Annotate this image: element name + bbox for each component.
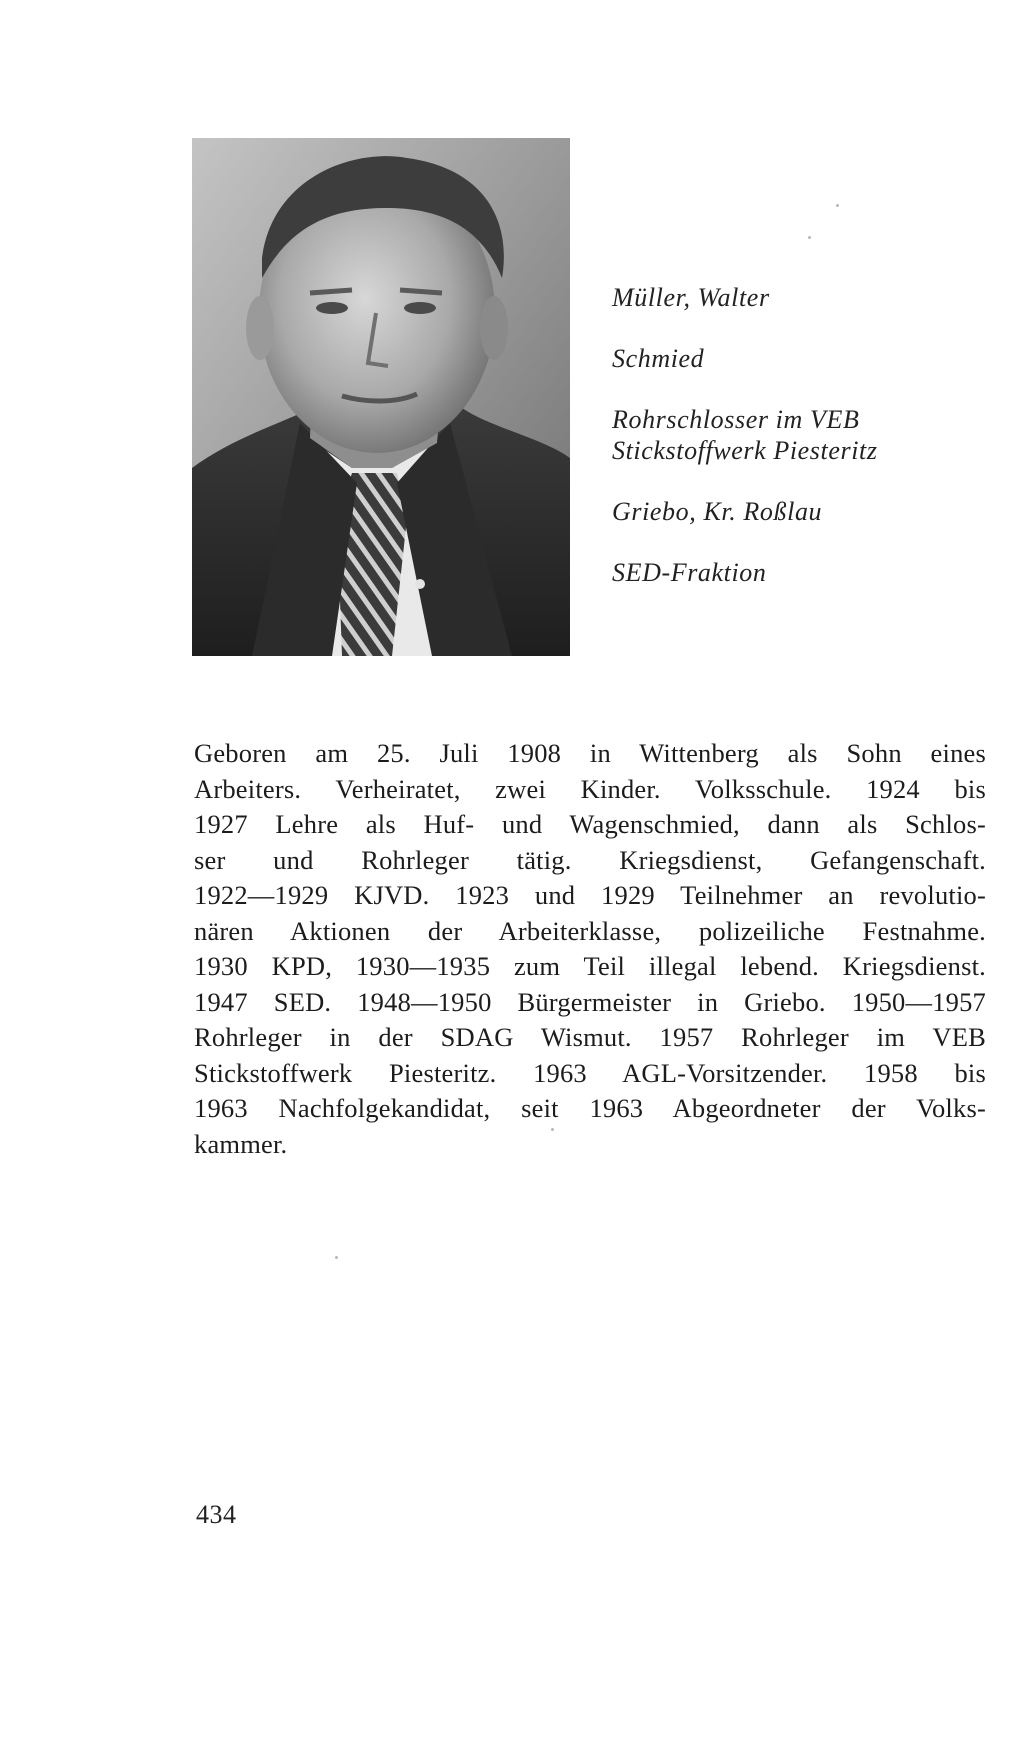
page-number: 434 bbox=[196, 1500, 237, 1529]
print-speck bbox=[335, 1256, 338, 1259]
profession: Schmied bbox=[612, 344, 705, 373]
bio-line: kammer. bbox=[194, 1128, 288, 1159]
bio-line: Arbeiters. Verheiratet, zwei Kinder. Volksschule. 1924 bis bbox=[194, 773, 986, 804]
biography-text bbox=[194, 736, 986, 1162]
caption-block bbox=[612, 282, 972, 588]
job-line-2: Stickstoffwerk Piesteritz bbox=[612, 436, 878, 465]
bio-line: Geboren am 25. Juli 1908 in Wittenberg als Sohn eines bbox=[194, 738, 986, 768]
bio-line: 1927 Lehre als Huf- und Wagenschmied, dann als Schlos- bbox=[194, 809, 986, 839]
person-name: Müller, Walter bbox=[612, 283, 770, 312]
bio-line: 1930 KPD, 1930—1935 zum Teil illegal lebend. Kriegsdienst. bbox=[194, 951, 986, 981]
print-speck bbox=[836, 204, 839, 207]
bio-line: ser und Rohrleger tätig. Kriegsdienst, Gefangenschaft. bbox=[194, 844, 986, 875]
job-line-1: Rohrschlosser im VEB bbox=[612, 405, 860, 434]
residence: Griebo, Kr. Roßlau bbox=[612, 497, 823, 526]
bio-line: nären Aktionen der Arbeiterklasse, polizeiliche Festnahme. bbox=[194, 915, 986, 946]
print-speck bbox=[808, 236, 811, 239]
faction: SED-Fraktion bbox=[612, 558, 767, 587]
bio-line: Rohrleger in der SDAG Wismut. 1957 Rohrleger im VEB bbox=[194, 1022, 986, 1052]
bio-line: 1922—1929 KJVD. 1923 und 1929 Teilnehmer an revolutio- bbox=[194, 880, 986, 910]
bio-line: 1963 Nachfolgekandidat, seit 1963 Abgeordneter der Volks- bbox=[194, 1093, 986, 1123]
portrait-photo bbox=[192, 138, 570, 656]
bio-line: Stickstoffwerk Piesteritz. 1963 AGL-Vorsitzender. 1958 bis bbox=[194, 1057, 986, 1088]
bio-line: 1947 SED. 1948—1950 Bürgermeister in Griebo. 1950—1957 bbox=[194, 986, 986, 1017]
print-speck bbox=[551, 1128, 554, 1131]
